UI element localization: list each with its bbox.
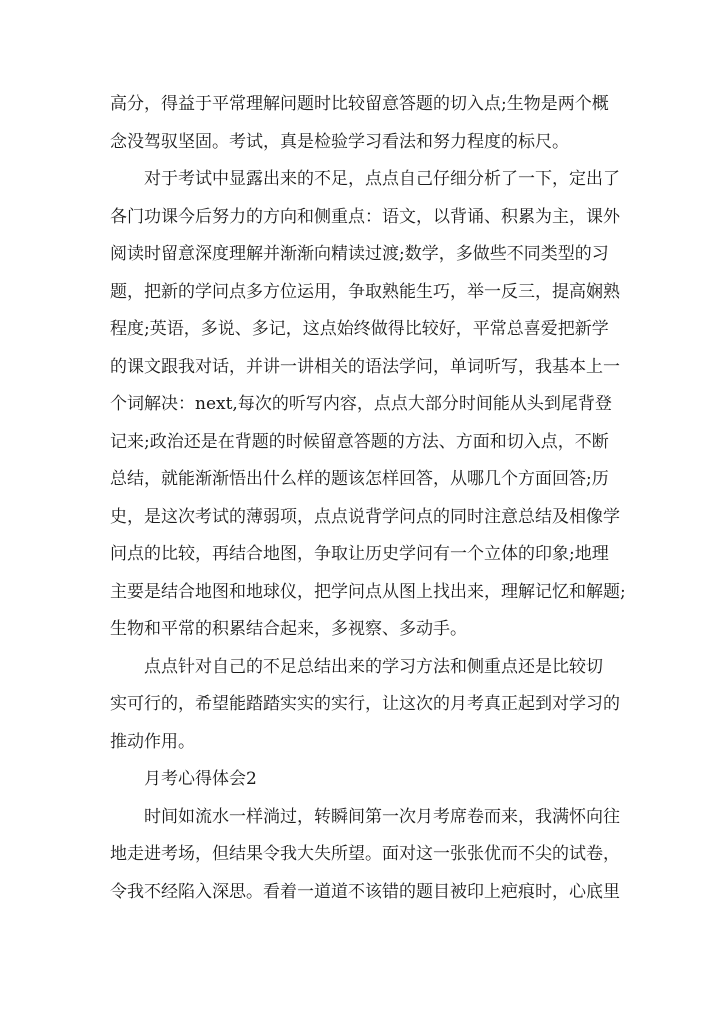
text-line: 史，是这次考试的薄弱项，点点说背学问点的同时注意总结及相像学 [110, 506, 620, 527]
text-line: 程度;英语，多说、多记，这点始终做得比较好，平常总喜爱把新学 [110, 319, 609, 339]
paragraph-start-line: 对于考试中显露出来的不足，点点自己仔细分析了一下，定出了 [144, 169, 620, 189]
text-line: 令我不经陷入深思。看着一道道不该错的题目被印上疤痕时，心底里 [110, 881, 620, 902]
paragraph-start-line: 点点针对自己的不足总结出来的学习方法和侧重点还是比较切 [144, 656, 603, 677]
text-line: 主要是结合地图和地球仪，把学问点从图上找出来，理解记忆和解题; [110, 581, 626, 602]
text-line: 题，把新的学问点多方位运用，争取熟能生巧，举一反三，提高娴熟 [110, 281, 620, 302]
text-line: 各门功课今后努力的方向和侧重点：语文，以背诵、积累为主，课外 [110, 206, 620, 227]
section-heading: 月考心得体会2 [144, 769, 257, 789]
text-line: 高分，得益于平常理解问题时比较留意答题的切入点;生物是两个概 [110, 94, 609, 114]
text-line: 实可行的，希望能踏踏实实的实行，让这次的月考真正起到对学习的 [110, 694, 620, 714]
text-line: 个词解决：next,每次的听写内容，点点大部分时间能从头到尾背登 [110, 394, 612, 414]
text-line: 的课文跟我对话，并讲一讲相关的语法学问，单词听写，我基本上一 [110, 356, 620, 377]
text-line: 问点的比较，再结合地图，争取让历史学问有一个立体的印象;地理 [110, 544, 609, 564]
text-line: 记来;政治还是在背题的时候留意答题的方法、方面和切入点，不断 [110, 431, 609, 452]
text-line: 阅读时留意深度理解并渐渐向精读过渡;数学，多做些不同类型的习 [110, 244, 609, 264]
text-line: 生物和平常的积累结合起来，多视察、多动手。 [110, 619, 467, 639]
document-body [110, 86, 626, 911]
paragraph-start-line: 时间如流水一样淌过，转瞬间第一次月考席卷而来，我满怀向往 [144, 806, 620, 827]
text-line: 地走进考场，但结果令我大失所望。面对这一张张优而不尖的试卷， [110, 844, 620, 864]
text-line: 念没驾驭坚固。考试，真是检验学习看法和努力程度的标尺。 [110, 131, 569, 152]
text-line: 推动作用。 [110, 731, 195, 752]
text-line: 总结，就能渐渐悟出什么样的题该怎样回答，从哪几个方面回答;历 [110, 469, 609, 489]
